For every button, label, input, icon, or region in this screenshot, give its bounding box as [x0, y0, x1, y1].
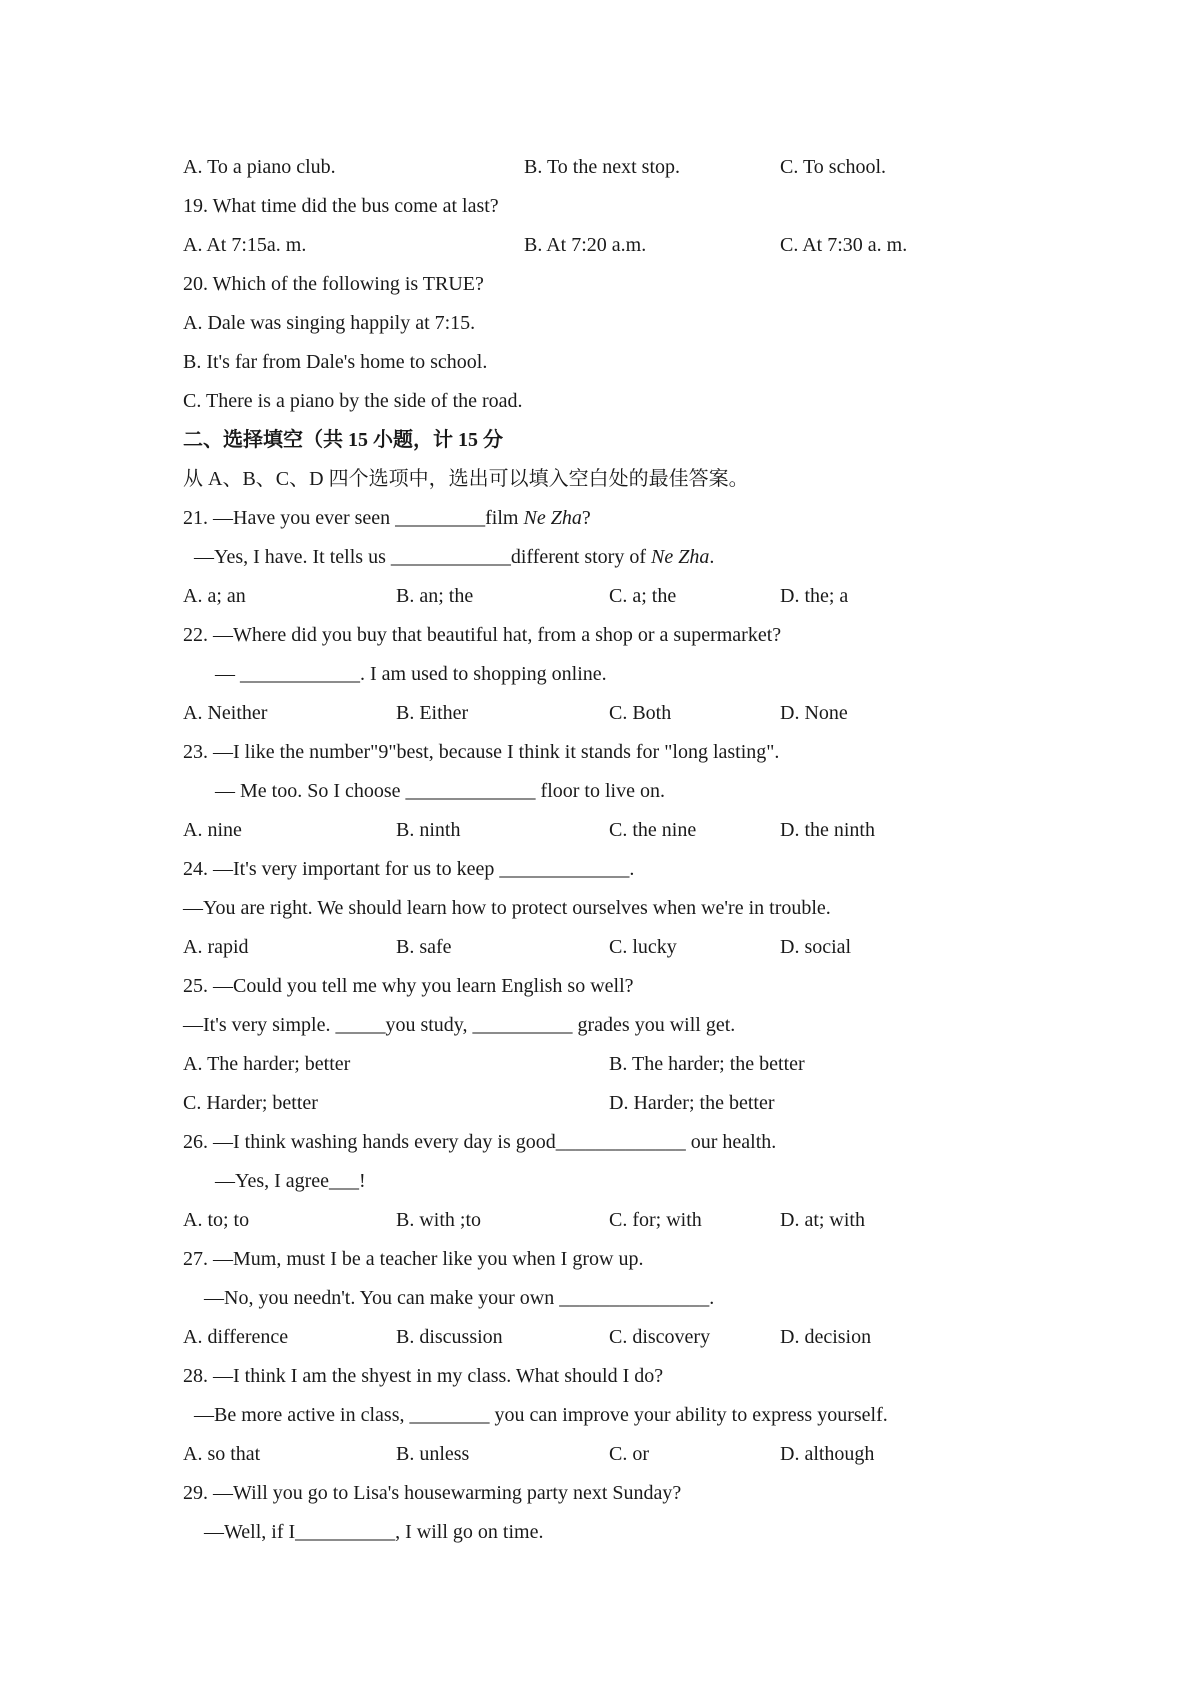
q19-option-c: C. At 7:30 a. m.	[780, 234, 908, 256]
q25-option-d: D. Harder; the better	[609, 1092, 775, 1114]
q21-line2: —Yes, I have. It tells us ____________different story of Ne Zha.	[194, 546, 715, 568]
q26-line1: 26. —I think washing hands every day is good_____________ our health.	[183, 1131, 777, 1153]
q23-option-c: C. the nine	[609, 819, 697, 841]
q18-option-b: B. To the next stop.	[524, 156, 681, 178]
q23-option-a: A. nine	[183, 819, 242, 841]
q28-line1: 28. —I think I am the shyest in my class. What should I do?	[183, 1365, 664, 1387]
section-instruction: 从 A、B、C、D 四个选项中，选出可以填入空白处的最佳答案。	[183, 468, 749, 490]
q28-line2: —Be more active in class, ________ you can improve your ability to express yourself.	[194, 1404, 888, 1426]
q23-option-d: D. the ninth	[780, 819, 875, 841]
q22-line1: 22. —Where did you buy that beautiful hat, from a shop or a supermarket?	[183, 624, 782, 646]
q26-option-d: D. at; with	[780, 1209, 865, 1231]
q26-option-b: B. with ;to	[396, 1209, 482, 1231]
q22-option-a: A. Neither	[183, 702, 268, 724]
q29-line1: 29. —Will you go to Lisa's housewarming party next Sunday?	[183, 1482, 682, 1504]
q21-option-d: D. the; a	[780, 585, 849, 607]
q28-option-d: D. although	[780, 1443, 875, 1465]
q24-option-a: A. rapid	[183, 936, 249, 958]
q29-line2: —Well, if I__________, I will go on time.	[204, 1521, 544, 1543]
q20-question: 20. Which of the following is TRUE?	[183, 273, 484, 295]
q25-line1: 25. —Could you tell me why you learn English so well?	[183, 975, 634, 997]
q28-option-c: C. or	[609, 1443, 649, 1465]
q23-option-b: B. ninth	[396, 819, 461, 841]
q19-option-a: A. At 7:15a. m.	[183, 234, 307, 256]
q20-option-b: B. It's far from Dale's home to school.	[183, 351, 488, 373]
q27-line2: —No, you needn't. You can make your own _______________.	[204, 1287, 715, 1309]
q28-option-a: A. so that	[183, 1443, 261, 1465]
q21-story-title: Ne Zha	[651, 546, 710, 568]
q22-option-c: C. Both	[609, 702, 672, 724]
q24-line2: —You are right. We should learn how to protect ourselves when we're in trouble.	[183, 897, 831, 919]
q28-option-b: B. unless	[396, 1443, 470, 1465]
q24-option-c: C. lucky	[609, 936, 677, 958]
q20-option-a: A. Dale was singing happily at 7:15.	[183, 312, 476, 334]
q22-option-b: B. Either	[396, 702, 469, 724]
q19-question: 19. What time did the bus come at last?	[183, 195, 499, 217]
q19-option-b: B. At 7:20 a.m.	[524, 234, 647, 256]
q27-option-c: C. discovery	[609, 1326, 711, 1348]
q23-line2: — Me too. So I choose _____________ floor to live on.	[215, 780, 665, 802]
section-heading: 二、选择填空（共 15 小题，计 15 分	[183, 429, 503, 451]
q25-option-a: A. The harder; better	[183, 1053, 351, 1075]
q18-option-a: A. To a piano club.	[183, 156, 336, 178]
q27-option-a: A. difference	[183, 1326, 289, 1348]
q21-option-a: A. a; an	[183, 585, 246, 607]
q25-option-b: B. The harder; the better	[609, 1053, 805, 1075]
q27-line1: 27. —Mum, must I be a teacher like you when I grow up.	[183, 1248, 644, 1270]
q24-option-b: B. safe	[396, 936, 452, 958]
q25-option-c: C. Harder; better	[183, 1092, 318, 1114]
q24-line1: 24. —It's very important for us to keep _____________.	[183, 858, 635, 880]
q20-option-c: C. There is a piano by the side of the road.	[183, 390, 523, 412]
q21-film-title: Ne Zha	[523, 507, 582, 529]
q22-option-d: D. None	[780, 702, 848, 724]
q27-option-d: D. decision	[780, 1326, 872, 1348]
q26-option-c: C. for; with	[609, 1209, 702, 1231]
q21-line1: 21. —Have you ever seen _________film Ne Zha?	[183, 507, 591, 529]
q23-line1: 23. —I like the number"9"best, because I think it stands for "long lasting".	[183, 741, 780, 763]
q25-line2: —It's very simple. _____you study, __________ grades you will get.	[183, 1014, 736, 1036]
q24-option-d: D. social	[780, 936, 852, 958]
q27-option-b: B. discussion	[396, 1326, 503, 1348]
q22-line2: — ____________. I am used to shopping online.	[215, 663, 607, 685]
q21-option-b: B. an; the	[396, 585, 474, 607]
q18-option-c: C. To school.	[780, 156, 887, 178]
q26-option-a: A. to; to	[183, 1209, 250, 1231]
q21-option-c: C. a; the	[609, 585, 677, 607]
q26-line2: —Yes, I agree___!	[215, 1170, 366, 1192]
